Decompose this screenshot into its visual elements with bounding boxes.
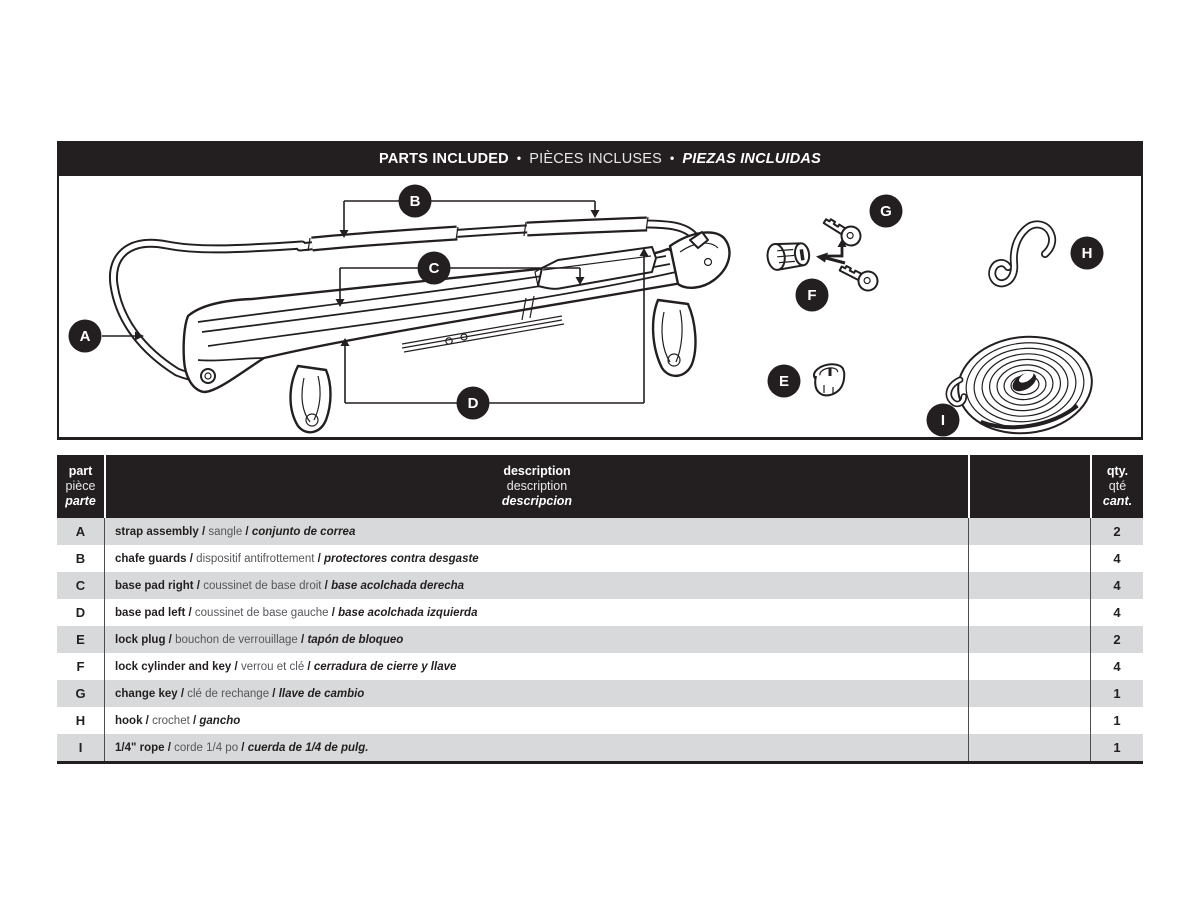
description-english: lock cylinder and key [115,660,232,673]
badge-h [1071,237,1104,270]
key-direction-arrows [816,239,847,263]
part-letter-cell: I [78,740,83,755]
description-english: 1/4" rope [115,741,165,754]
column-header-blank [968,455,1090,518]
badge-d [457,387,490,420]
part-letter-cell: A [75,524,86,539]
table-row [57,545,1143,572]
blank-cell [968,626,1090,653]
quantity-cell: 1 [1090,707,1143,734]
quantity-cell: 4 [1090,572,1143,599]
description-cell: 1/4" rope / corde 1/4 po / cuerda de 1/4 de pulg. [104,734,968,761]
quantity-cell: 2 [1090,518,1143,545]
blank-cell [968,707,1090,734]
svg-text:E: E [778,373,790,391]
carrier-assembly-drawing [113,217,729,432]
blank-cell [968,518,1090,545]
title-french: PIÈCES INCLUSES [529,150,662,167]
carrier-foot-right [653,300,695,376]
description-spanish: cerradura de cierre y llave [313,660,457,673]
parts-table [57,455,1143,764]
description-french: coussinet de base gauche [194,606,329,619]
description-english: strap assembly [115,525,199,538]
quantity-cell: 1 [1090,680,1143,707]
table-row [57,680,1143,707]
description-cell: change key / clé de rechange / llave de cambio [104,680,968,707]
svg-text:I: I [940,412,946,430]
quantity-cell: 4 [1090,545,1143,572]
svg-text:A: A [79,328,91,346]
lock-plug-drawing [812,362,845,396]
column-header-qty: qty. qté cant. [1090,455,1143,518]
svg-text:B: B [409,193,421,211]
title-bullet: • [670,150,675,165]
badge-a [69,320,102,353]
table-header-row [57,455,1143,518]
description-english: base pad left [115,606,186,619]
description-cell: base pad right / coussinet de base droit / base acolchada derecha [104,572,968,599]
description-spanish: base acolchada izquierda [338,606,478,619]
parts-diagram-svg [59,176,1141,437]
description-cell: chafe guards / dispositif antifrottement / protectores contra desgaste [104,545,968,572]
part-letter-cell: F [76,659,85,674]
table-body [57,518,1143,761]
table-row [57,518,1143,545]
description-english: hook [115,714,143,727]
description-french: crochet [152,714,190,727]
quantity-cell: 1 [1090,734,1143,761]
table-row [57,707,1143,734]
badge-b [399,185,432,218]
panel-title [57,141,1143,176]
badge-i [927,404,960,437]
description-english: chafe guards [115,552,187,565]
part-letter-cell: G [75,686,86,701]
parts-included-panel [57,141,1143,440]
description-french: bouchon de verrouillage [175,633,298,646]
title-spanish: PIEZAS INCLUIDAS [682,150,821,167]
part-letter-cell: E [76,632,85,647]
description-cell: base pad left / coussinet de base gauche / base acolchada izquierda [104,599,968,626]
carrier-end-bracket [670,232,729,288]
blank-cell [968,572,1090,599]
quantity-cell: 4 [1090,599,1143,626]
table-row [57,599,1143,626]
badge-c [418,252,451,285]
description-spanish: protectores contra desgaste [324,552,479,565]
part-letter-cell: D [75,605,86,620]
table-row [57,653,1143,680]
rope-coil-drawing [944,330,1097,437]
description-spanish: gancho [199,714,241,727]
description-french: dispositif antifrottement [196,552,315,565]
description-spanish: cuerda de 1/4 de pulg. [247,741,369,754]
quantity-cell: 2 [1090,626,1143,653]
description-english: change key [115,687,178,700]
description-cell: lock plug / bouchon de verrouillage / tapón de bloqueo [104,626,968,653]
part-letter-cell: H [75,713,86,728]
svg-text:C: C [428,260,440,278]
part-letter-cell: B [75,551,86,566]
svg-text:D: D [467,395,479,413]
blank-cell [968,545,1090,572]
description-cell: hook / crochet / gancho [104,707,968,734]
description-english: base pad right [115,579,194,592]
description-spanish: conjunto de correa [251,525,356,538]
svg-text:H: H [1081,245,1093,263]
hook-drawing [992,224,1052,283]
description-french: sangle [208,525,243,538]
svg-text:G: G [880,203,892,221]
description-french: verrou et clé [240,660,305,673]
badge-f [796,279,829,312]
table-row [57,626,1143,653]
title-english: PARTS INCLUDED [379,150,509,167]
description-french: corde 1/4 po [174,741,239,754]
description-spanish: base acolchada derecha [331,579,465,592]
description-spanish: llave de cambio [278,687,365,700]
blank-cell [968,653,1090,680]
part-letter-cell: C [75,578,86,593]
carrier-foot-left [291,366,331,432]
parts-diagram [57,176,1143,440]
description-english: lock plug [115,633,166,646]
blank-cell [968,734,1090,761]
lock-cylinder-keys-drawing [766,212,881,294]
description-cell: strap assembly / sangle / conjunto de correa [104,518,968,545]
column-header-description: description description descripcion [104,455,968,518]
badge-g [870,195,903,228]
svg-text:F: F [807,287,817,305]
lock-cylinder-drawing [766,239,811,271]
description-cell: lock cylinder and key / verrou et clé / cerradura de cierre y llave [104,653,968,680]
badge-e [768,365,801,398]
column-header-part: part pièce parte [65,463,96,509]
blank-cell [968,680,1090,707]
quantity-cell: 4 [1090,653,1143,680]
description-spanish: tapón de bloqueo [307,633,404,646]
blank-cell [968,599,1090,626]
description-french: clé de rechange [187,687,270,700]
description-french: coussinet de base droit [203,579,322,592]
title-bullet: • [516,150,522,165]
table-row [57,734,1143,761]
table-row [57,572,1143,599]
